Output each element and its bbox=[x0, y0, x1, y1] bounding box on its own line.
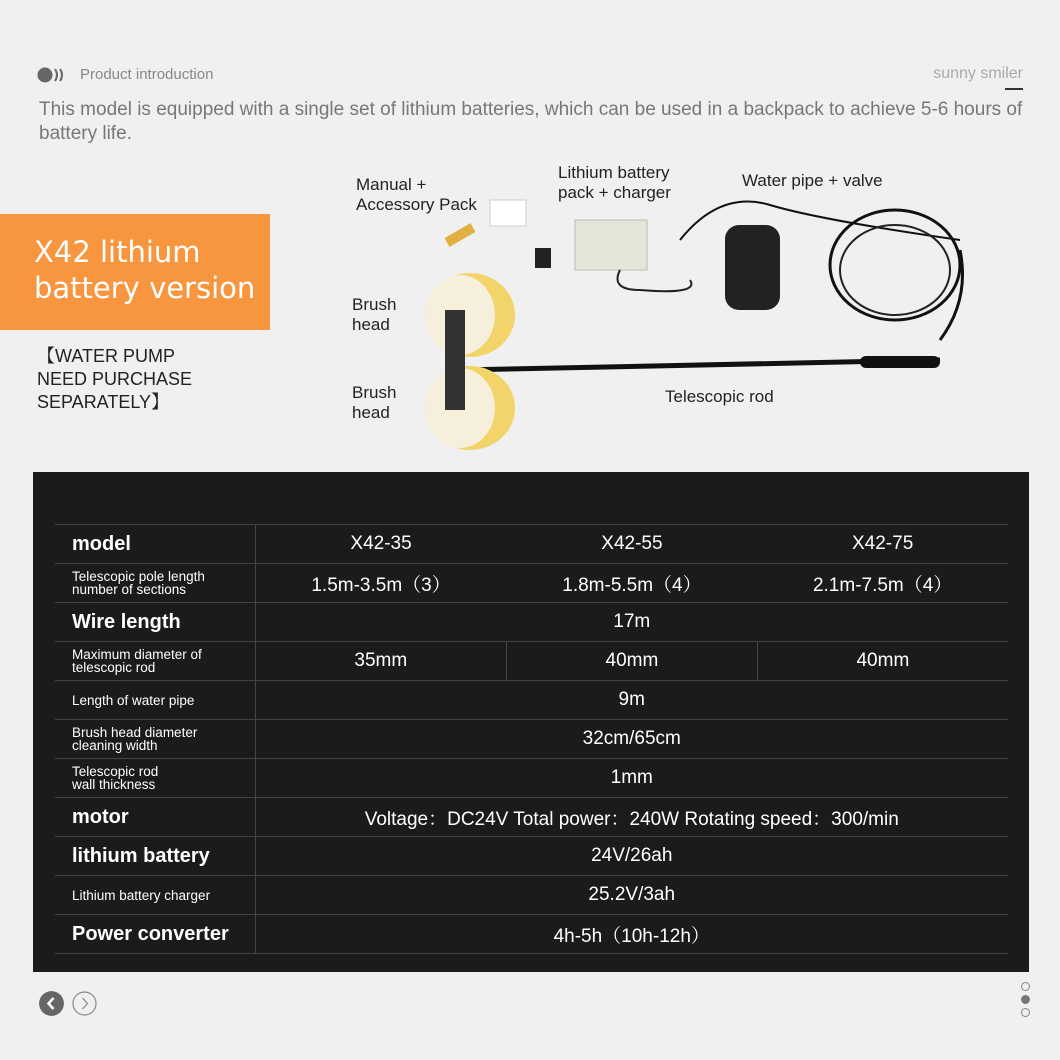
row-label bbox=[55, 759, 255, 798]
row-label: model bbox=[55, 525, 255, 564]
cell: 32cm/65cm bbox=[255, 720, 1008, 759]
table-row bbox=[55, 720, 1008, 759]
table-row bbox=[55, 681, 1008, 720]
label-line: Telescopic pole length bbox=[72, 569, 205, 584]
note-line: 【WATER PUMP bbox=[37, 346, 175, 366]
row-label: Power converter bbox=[55, 915, 255, 954]
row-label: lithium battery bbox=[55, 837, 255, 876]
cell: 2.1m-7.5m（4） bbox=[757, 564, 1008, 603]
table-row bbox=[55, 876, 1008, 915]
badge-line: X42 lithium bbox=[34, 235, 201, 269]
cell: 35mm bbox=[255, 642, 507, 681]
badge-line: battery version bbox=[34, 271, 256, 305]
cell: 4h-5h（10h-12h） bbox=[255, 915, 1008, 954]
brand-underline bbox=[1005, 88, 1023, 90]
intro-text: This model is equipped with a single set of lithium batteries, which can be used in a backpack to achieve 5-6 hours of battery life. bbox=[39, 99, 1023, 144]
label-line: Lithium battery bbox=[558, 163, 670, 182]
page-dot[interactable] bbox=[1021, 1008, 1030, 1017]
page-dot-active[interactable] bbox=[1021, 995, 1030, 1004]
label-line: Accessory Pack bbox=[356, 195, 477, 214]
note-line: NEED PURCHASE bbox=[37, 369, 193, 389]
cell: 9m bbox=[255, 681, 1008, 720]
row-label: motor bbox=[55, 798, 255, 837]
label-line: wall thickness bbox=[72, 777, 156, 792]
label-water: Water pipe + valve bbox=[742, 171, 883, 190]
note-line: SEPARATELY】 bbox=[37, 392, 170, 412]
cell: 25.2V/3ah bbox=[255, 876, 1008, 915]
cell: 17m bbox=[255, 603, 1008, 642]
table-row bbox=[55, 642, 1008, 681]
cell: 40mm bbox=[757, 642, 1008, 681]
label-line: Manual + bbox=[356, 175, 427, 194]
prev-button[interactable] bbox=[39, 991, 64, 1016]
label-line: number of sections bbox=[72, 582, 187, 597]
table-row bbox=[55, 603, 1008, 642]
cell: 1.8m-5.5m（4） bbox=[507, 564, 758, 603]
next-button[interactable] bbox=[72, 991, 97, 1016]
cell: X42-35 bbox=[255, 525, 507, 564]
section-title: Product introduction bbox=[80, 66, 214, 83]
label-line: Brush bbox=[352, 295, 397, 314]
table-row bbox=[55, 798, 1008, 837]
label-line: cleaning width bbox=[72, 738, 158, 753]
label-rod: Telescopic rod bbox=[665, 387, 774, 406]
label-line: Brush bbox=[352, 383, 397, 402]
label-brush-2 bbox=[352, 383, 396, 423]
page-dot[interactable] bbox=[1021, 982, 1030, 991]
sound-icon bbox=[37, 67, 67, 83]
row-label bbox=[55, 564, 255, 603]
cell: 40mm bbox=[507, 642, 758, 681]
row-label bbox=[55, 720, 255, 759]
cell: 24V/26ah bbox=[255, 837, 1008, 876]
row-label: Lithium battery charger bbox=[55, 876, 255, 915]
label-brush-1 bbox=[352, 295, 396, 335]
cell: X42-55 bbox=[507, 525, 758, 564]
table-row bbox=[55, 759, 1008, 798]
spec-table-panel bbox=[33, 472, 1029, 972]
label-line: telescopic rod bbox=[72, 660, 156, 675]
spec-table bbox=[55, 524, 1008, 954]
page-indicator bbox=[1021, 982, 1030, 1021]
version-badge bbox=[0, 214, 270, 330]
label-line: pack + charger bbox=[558, 183, 671, 202]
table-row bbox=[55, 564, 1008, 603]
label-line: head bbox=[352, 403, 390, 422]
cell: X42-75 bbox=[757, 525, 1008, 564]
label-line: Brush head diameter bbox=[72, 725, 198, 740]
label-battery bbox=[558, 163, 671, 203]
pump-note bbox=[37, 345, 192, 414]
row-label: Length of water pipe bbox=[55, 681, 255, 720]
table-row bbox=[55, 837, 1008, 876]
label-manual bbox=[356, 175, 477, 215]
row-label: Wire length bbox=[55, 603, 255, 642]
cell: 1.5m-3.5m（3） bbox=[255, 564, 507, 603]
cell: Voltage：DC24V Total power：240W Rotating speed：300/min bbox=[255, 798, 1008, 837]
brand-name: sunny smiler bbox=[933, 65, 1023, 82]
label-line: head bbox=[352, 315, 390, 334]
label-line: Telescopic rod bbox=[72, 764, 159, 779]
row-label bbox=[55, 642, 255, 681]
label-line: Maximum diameter of bbox=[72, 647, 202, 662]
table-row bbox=[55, 525, 1008, 564]
table-row bbox=[55, 915, 1008, 954]
cell: 1mm bbox=[255, 759, 1008, 798]
